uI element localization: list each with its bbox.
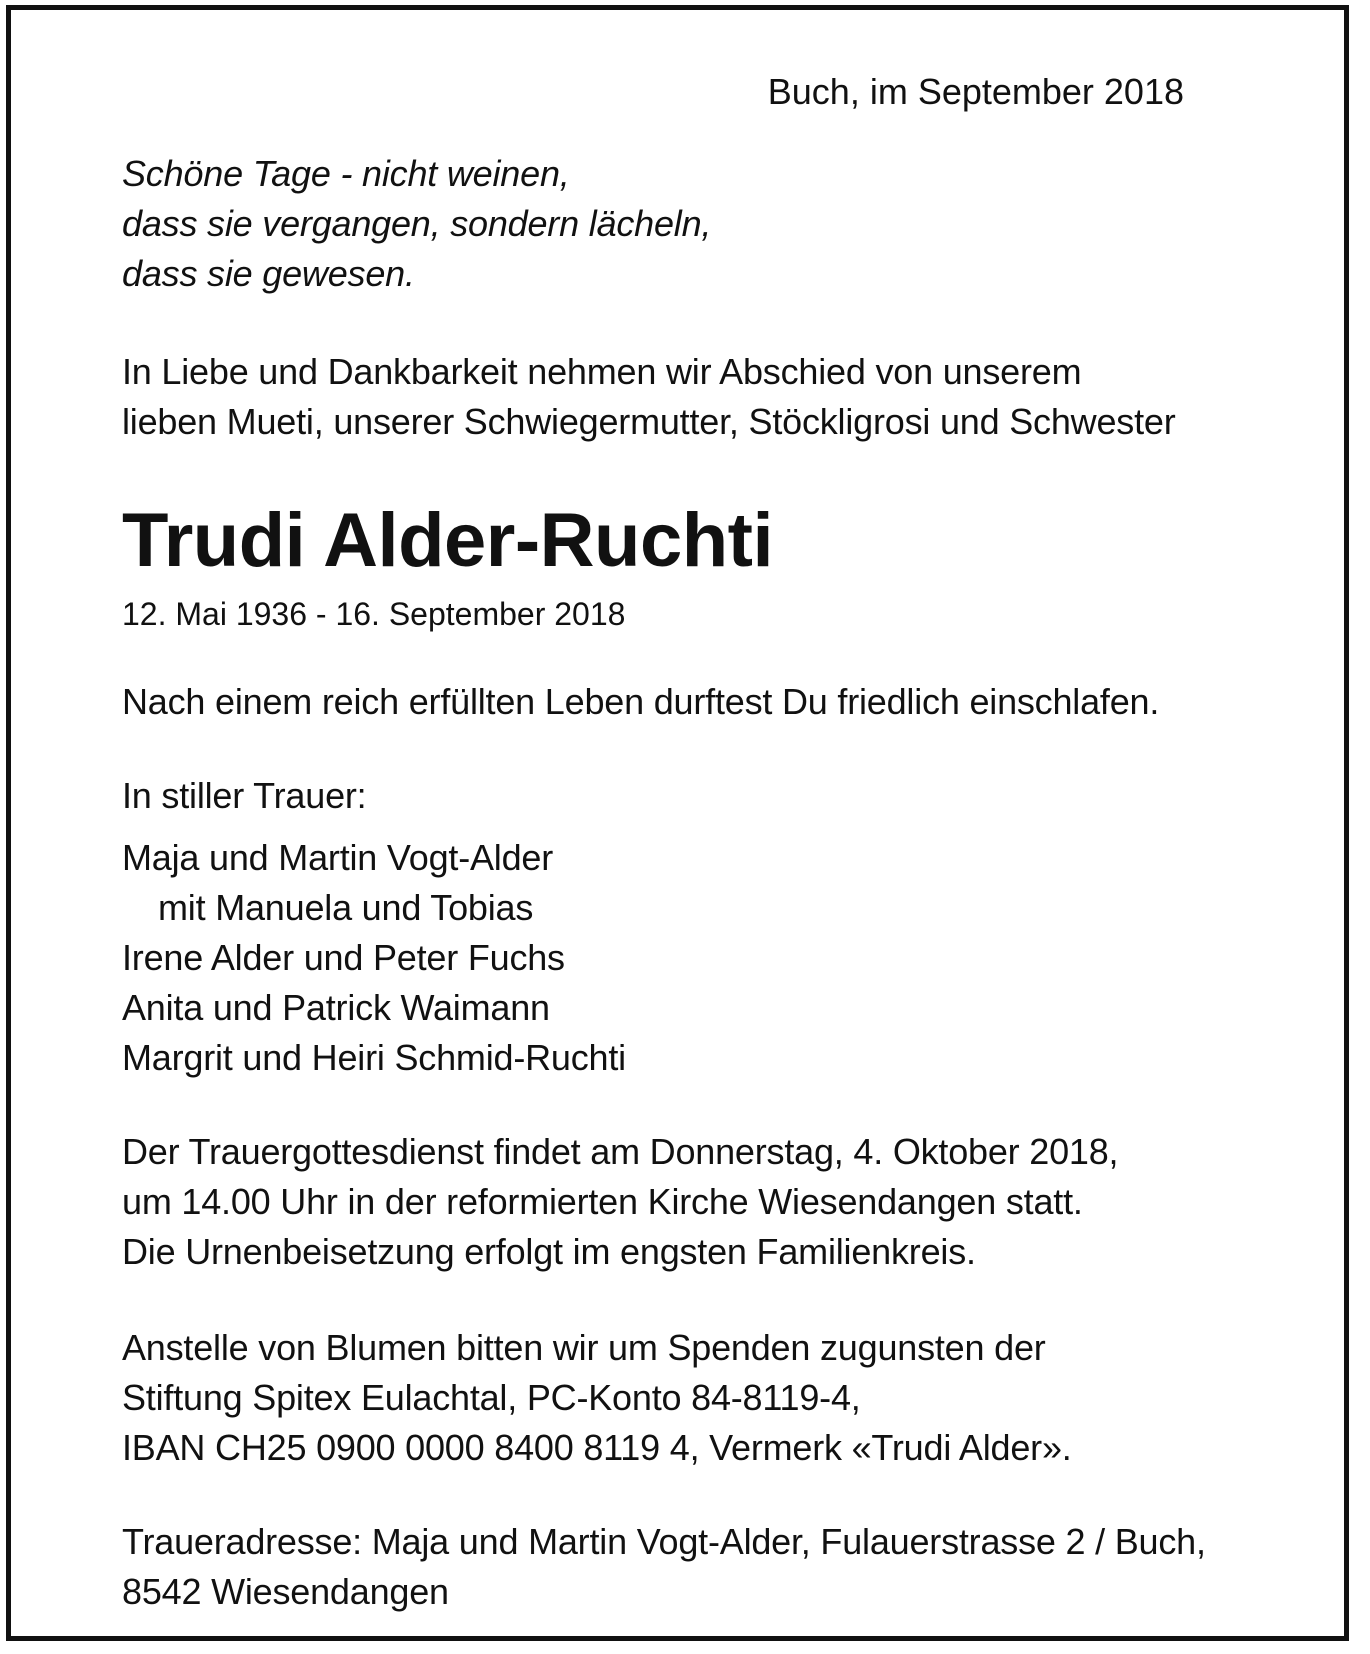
donation-line: IBAN CH25 0900 0000 8400 8119 4, Vermerk «Trudi Alder». (122, 1427, 1072, 1468)
deceased-name: Trudi Alder-Ruchti (122, 498, 774, 583)
donation-line: Anstelle von Blumen bitten wir um Spenden zugunsten der (122, 1327, 1046, 1368)
mourner-name: Anita und Patrick Waimann (122, 987, 550, 1028)
farewell-text: Nach einem reich erfüllten Leben durftest Du friedlich einschlafen. (122, 681, 1160, 722)
life-dates: 12. Mai 1936 - 16. September 2018 (122, 596, 626, 632)
quote-line: dass sie vergangen, sondern lächeln, (122, 203, 712, 244)
place-date: Buch, im September 2018 (767, 71, 1184, 112)
quote-line: Schöne Tage - nicht weinen, (122, 153, 570, 194)
address-line: Traueradresse: Maja und Martin Vogt-Alder, Fulauerstrasse 2 / Buch, (122, 1521, 1206, 1562)
mourner-name: Irene Alder und Peter Fuchs (122, 937, 565, 978)
mourner-name: mit Manuela und Tobias (158, 887, 534, 928)
mourner-name: Maja und Martin Vogt-Alder (122, 837, 554, 878)
intro-line: In Liebe und Dankbarkeit nehmen wir Abschied von unserem (122, 351, 1082, 392)
mourners-heading: In stiller Trauer: (122, 775, 367, 816)
quote-line: dass sie gewesen. (122, 253, 415, 294)
donation-line: Stiftung Spitex Eulachtal, PC-Konto 84-8119-4, (122, 1377, 861, 1418)
service-line: Der Trauergottesdienst findet am Donnerstag, 4. Oktober 2018, (122, 1131, 1119, 1172)
mourner-name: Margrit und Heiri Schmid-Ruchti (122, 1037, 626, 1078)
service-line: Die Urnenbeisetzung erfolgt im engsten Familienkreis. (122, 1231, 976, 1272)
address-line: 8542 Wiesendangen (122, 1571, 449, 1612)
intro-line: lieben Mueti, unserer Schwiegermutter, Stöckligrosi und Schwester (122, 401, 1176, 442)
service-line: um 14.00 Uhr in der reformierten Kirche Wiesendangen statt. (122, 1181, 1083, 1222)
